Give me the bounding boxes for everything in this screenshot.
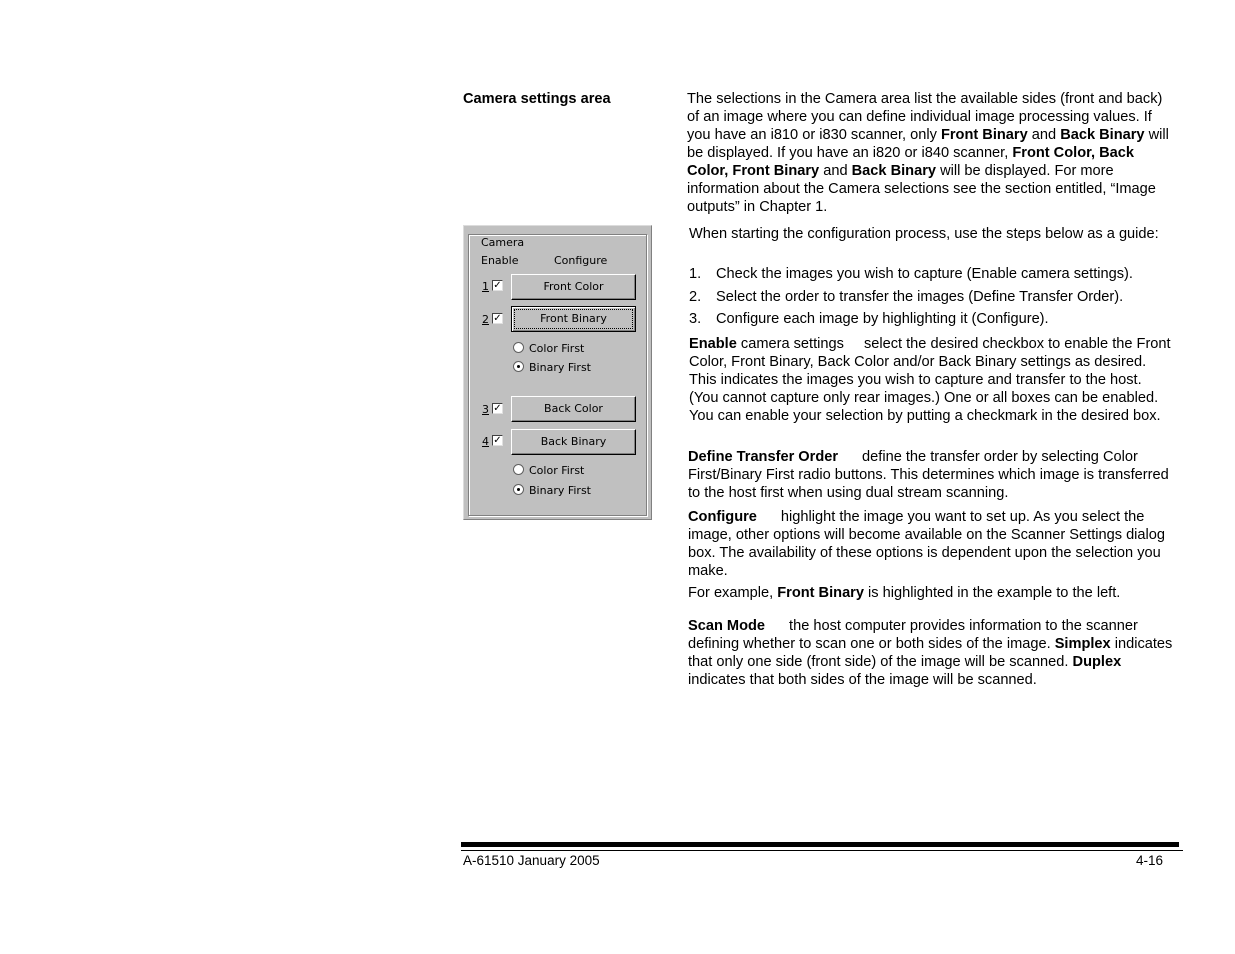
configure-paragraph: Configure highlight the image you want to set up. As you select the image, other options will become available on the Scanner Settings dialog box. The availability of these options is dependent upon the selection you make.	[688, 509, 1166, 579]
row-number: 4	[482, 435, 489, 448]
back-color-checkbox[interactable]: ✓	[493, 403, 502, 414]
step-number: 2.	[689, 288, 702, 305]
list-item	[689, 310, 1179, 328]
front-color-checkbox[interactable]: ✓	[493, 280, 502, 291]
configure-header: Configure	[554, 254, 608, 267]
step-number: 3.	[689, 311, 702, 327]
back-binary-button[interactable]: Back Binary	[511, 429, 636, 455]
front-binary-button-label: Front Binary	[514, 309, 633, 329]
front-binary-checkbox[interactable]: ✓	[493, 313, 502, 324]
footer-rule-thick	[461, 842, 1179, 847]
enable-paragraph: Enable camera settings select the desired checkbox to enable the Front Color, Front Binary, Back Color and/or Back Binary settings as desired. This indicates the images you wish to capture and transfer to the host. (You cannot capture only rear images.) One or all boxes can be enabled. You can enable your selection by putting a checkmark in the desired box.	[689, 336, 1171, 424]
front-color-first-label: Color First	[529, 342, 585, 355]
camera-group-label: Camera	[481, 236, 525, 249]
steps-list	[689, 265, 1179, 333]
front-color-button[interactable]: Front Color	[511, 274, 636, 300]
row-number: 2	[482, 313, 489, 326]
step-text: Select the order to transfer the images (Define Transfer Order).	[716, 288, 1124, 305]
back-binary-first-radio[interactable]	[513, 484, 524, 495]
step-text: Check the images you wish to capture (Enable camera settings).	[716, 266, 1133, 282]
section-heading: Camera settings area	[463, 91, 611, 107]
front-color-first-radio[interactable]	[513, 342, 524, 353]
back-color-button[interactable]: Back Color	[511, 396, 636, 422]
back-color-first-radio[interactable]	[513, 464, 524, 475]
step-number: 1.	[689, 266, 702, 282]
front-binary-first-label: Binary First	[529, 361, 591, 374]
scan-mode-paragraph: Scan Mode the host computer provides information to the scanner defining whether to scan one or both sides of the image. Simplex indicates that only one side (front side) of the image will be scanned. Duplex indicates that both sides of the image will be scanned.	[688, 618, 1173, 688]
steps-intro: When starting the configuration process, use the steps below as a guide:	[689, 226, 1159, 242]
enable-header: Enable	[481, 254, 519, 267]
front-binary-button[interactable]	[511, 306, 636, 332]
back-binary-checkbox[interactable]: ✓	[493, 435, 502, 446]
row-number: 1	[482, 280, 489, 293]
front-binary-first-radio[interactable]	[513, 361, 524, 372]
back-color-first-label: Color First	[529, 464, 585, 477]
footer-doc-id: A-61510 January 2005	[463, 853, 600, 868]
define-transfer-paragraph: Define Transfer Order define the transfer order by selecting Color First/Binary First radio buttons. This determines which image is transferred to the host first when using dual stream scanning.	[688, 449, 1169, 501]
row-number: 3	[482, 403, 489, 416]
list-item	[689, 265, 1179, 283]
footer-rule-thin	[461, 850, 1183, 851]
example-paragraph: For example, Front Binary is highlighted in the example to the left.	[688, 585, 1121, 601]
list-item	[689, 288, 1179, 306]
intro-paragraph: The selections in the Camera area list the available sides (front and back) of an image where you can define individual image processing values. If you have an i810 or i830 scanner, only Front Binary and Back Binary will be displayed. If you have an i820 or i840 scanner, Front Color, Back Color, Front Binary and Back Binary will be displayed. For more information about the Camera selections see the section entitled, “Image outputs” in Chapter 1.	[687, 91, 1169, 215]
step-text: Configure each image by highlighting it (Configure).	[716, 311, 1049, 327]
footer-page-number: 4-16	[1136, 853, 1164, 868]
back-binary-first-label: Binary First	[529, 484, 591, 497]
camera-dialog	[463, 225, 652, 520]
camera-groupbox	[468, 234, 647, 516]
